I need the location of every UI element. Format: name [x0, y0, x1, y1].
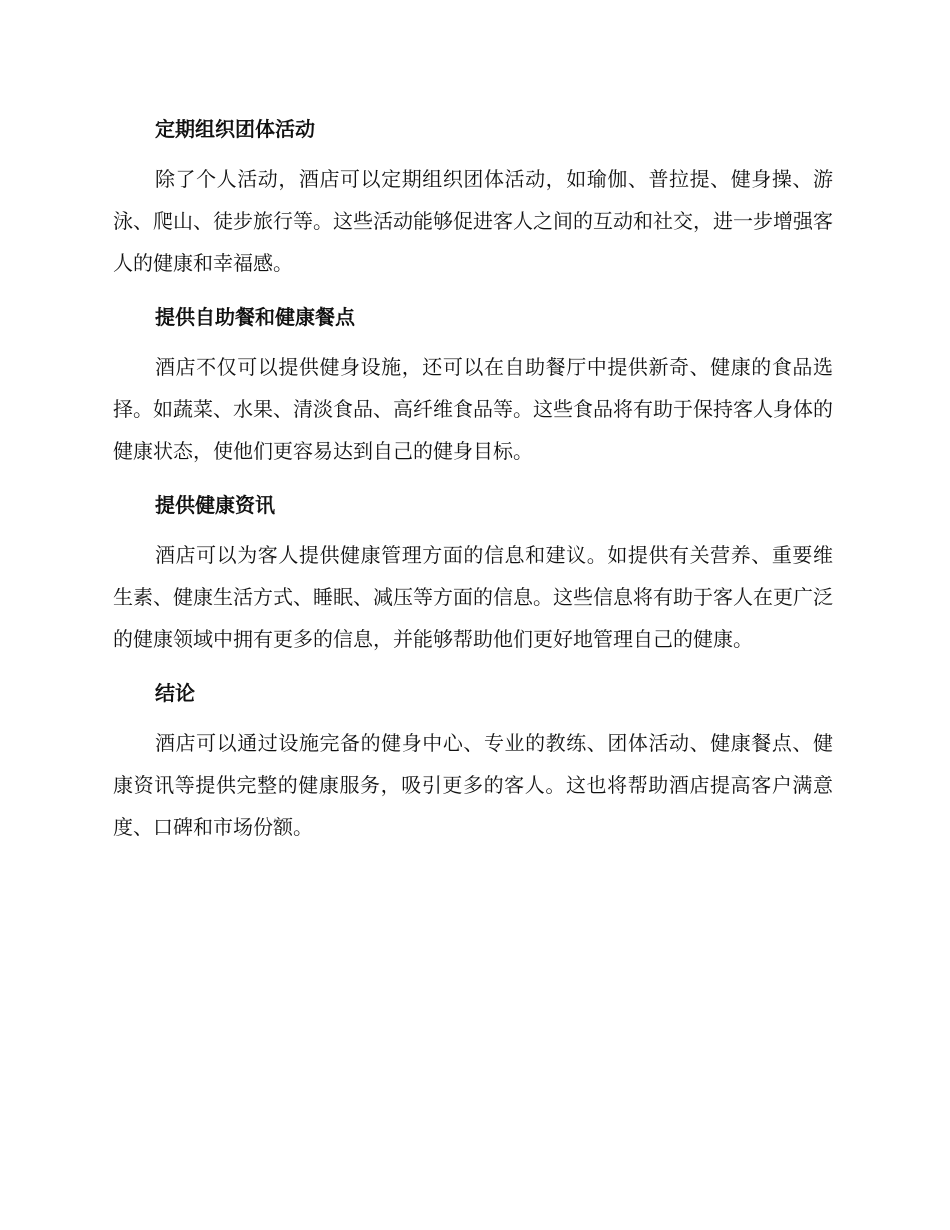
section-heading: 提供健康资讯: [155, 493, 275, 517]
section-group-activities: [113, 109, 833, 284]
section-heading: 定期组织团体活动: [155, 117, 315, 141]
section-paragraph: 除了个人活动，酒店可以定期组织团体活动，如瑜伽、普拉提、健身操、游泳、爬山、徒步旅行等。这些活动能够促进客人之间的互动和社交，进一步增强客人的健康和幸福感。: [113, 167, 833, 275]
document-content: [113, 109, 833, 861]
section-heading: 结论: [155, 681, 195, 705]
section-heading: 提供自助餐和健康餐点: [155, 305, 355, 329]
section-conclusion: [113, 673, 833, 848]
section-paragraph: 酒店不仅可以提供健身设施，还可以在自助餐厅中提供新奇、健康的食品选择。如蔬菜、水果、清淡食品、高纤维食品等。这些食品将有助于保持客人身体的健康状态，使他们更容易达到自己的健身目标。: [113, 355, 833, 463]
section-buffet-healthy-meals: [113, 297, 833, 472]
section-health-information: [113, 485, 833, 660]
section-paragraph: 酒店可以为客人提供健康管理方面的信息和建议。如提供有关营养、重要维生素、健康生活方式、睡眠、减压等方面的信息。这些信息将有助于客人在更广泛的健康领域中拥有更多的信息，并能够帮助他们更好地管理自己的健康。: [113, 543, 833, 651]
section-paragraph: 酒店可以通过设施完备的健身中心、专业的教练、团体活动、健康餐点、健康资讯等提供完整的健康服务，吸引更多的客人。这也将帮助酒店提高客户满意度、口碑和市场份额。: [113, 731, 833, 839]
